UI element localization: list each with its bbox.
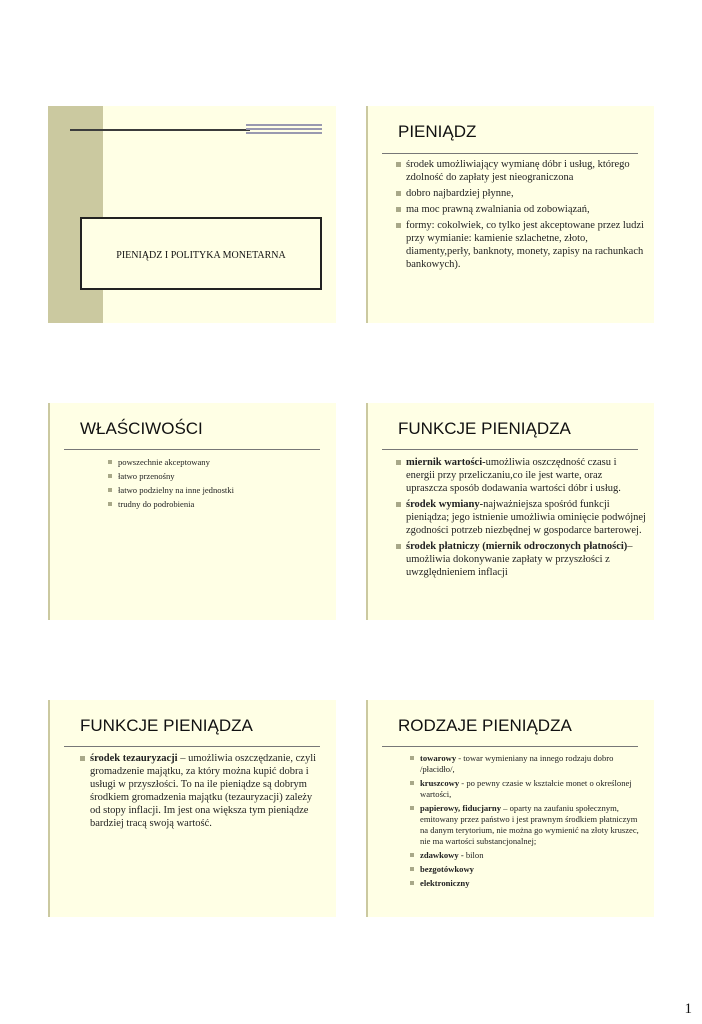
presentation-title: PIENIĄDZ I POLITYKA MONETARNA — [116, 250, 286, 261]
slide-title-text: PIENIĄDZ — [398, 122, 477, 141]
title-box — [80, 217, 322, 290]
title-underline — [382, 746, 638, 747]
title-underline — [382, 153, 638, 154]
slide-title-text: WŁAŚCIWOŚCI — [80, 419, 203, 438]
list-item: ma moc prawną zwalniania od zobowiązań, — [406, 203, 646, 216]
slide-title-text: FUNKCJE PIENIĄDZA — [398, 419, 571, 438]
slide-title-text: FUNKCJE PIENIĄDZA — [80, 716, 253, 735]
list-item: dobro najbardziej płynne, — [406, 187, 646, 200]
list-item: miernik wartości-umożliwia oszczędność czasu i energii przy przeliczaniu,co ile jest warte, oraz upraszcza sposób dodawania wartości dóbr i usług. — [406, 456, 646, 495]
list-item: zdawkowy - bilon — [420, 850, 646, 861]
slide-sidebar-band — [48, 106, 103, 323]
list-item: kruszcowy - po pewny czasie w kształcie monet o określonej wartości, — [420, 778, 646, 800]
list-item: formy: cokolwiek, co tylko jest akceptowane przez ludzi przy wymianie: kamienie szlachetne, złoto, diamenty,perły, banknoty, monety, zapisy na rachunkach bankowych). — [406, 219, 646, 271]
slide-funkcje-2 — [48, 700, 336, 917]
slide-left-bar — [366, 403, 368, 620]
bullet-list — [420, 753, 646, 892]
rule-decoration — [246, 124, 322, 136]
slide-left-bar — [366, 700, 368, 917]
bullet-list — [118, 457, 318, 513]
bullet-list — [406, 158, 646, 274]
slide-title — [48, 106, 336, 323]
list-item: środek umożliwiający wymianę dóbr i usług, którego zdolność do zapłaty jest nieograniczona — [406, 158, 646, 184]
slide-left-bar — [48, 700, 50, 917]
slide-left-bar — [366, 106, 368, 323]
list-item: środek wymiany-najważniejsza spośród funkcji pieniądza; jego istnienie umożliwia ominięcie podwójnej zgodności potrzeb niezbędnej w gospodarce barterowej. — [406, 499, 646, 536]
list-item: łatwo przenośny — [118, 471, 318, 482]
bullet-list — [406, 456, 646, 582]
list-item: środek tezauryzacji – umożliwia oszczędzanie, czyli gromadzenie majątku, za który można kupić dobra i usługi w przyszłości. To na ile pieniądze są dobrym środkiem gromadzenia majątku (tezauryzacji) zależy od stopy inflacji. Im jest ona większa tym pieniądze bardziej tracą swoją wartość. — [90, 752, 322, 830]
title-underline — [64, 746, 320, 747]
slide-left-bar — [48, 403, 50, 620]
list-item: trudny do podrobienia — [118, 499, 318, 510]
bullet-list — [90, 752, 322, 833]
list-item: towarowy - towar wymieniany na innego rodzaju dobro /płacidło/, — [420, 753, 646, 775]
slide-pieniadz — [366, 106, 654, 323]
page-number: 1 — [684, 1001, 692, 1017]
slide-wlasciwosci — [48, 403, 336, 620]
slide-rodzaje — [366, 700, 654, 917]
list-item: środek płatniczy (miernik odroczonych płatności)–umożliwia dokonywanie zapłaty w przyszłości z uwzględnieniem inflacji — [406, 540, 646, 579]
list-item: papierowy, fiducjarny – oparty na zaufaniu społecznym, emitowany przez państwo i jest prawnym środkiem płatniczym na danym terytorium, nie można go wymienić na złoty kruszec, nie ma wartości substancjonalnej; — [420, 803, 646, 847]
list-item: bezgotówkowy — [420, 864, 646, 875]
top-rule — [70, 129, 250, 131]
slide-funkcje-1 — [366, 403, 654, 620]
slide-title-text: RODZAJE PIENIĄDZA — [398, 716, 572, 735]
list-item: łatwo podzielny na inne jednostki — [118, 485, 318, 496]
list-item: elektroniczny — [420, 878, 646, 889]
list-item: powszechnie akceptowany — [118, 457, 318, 468]
title-underline — [64, 449, 320, 450]
title-underline — [382, 449, 638, 450]
